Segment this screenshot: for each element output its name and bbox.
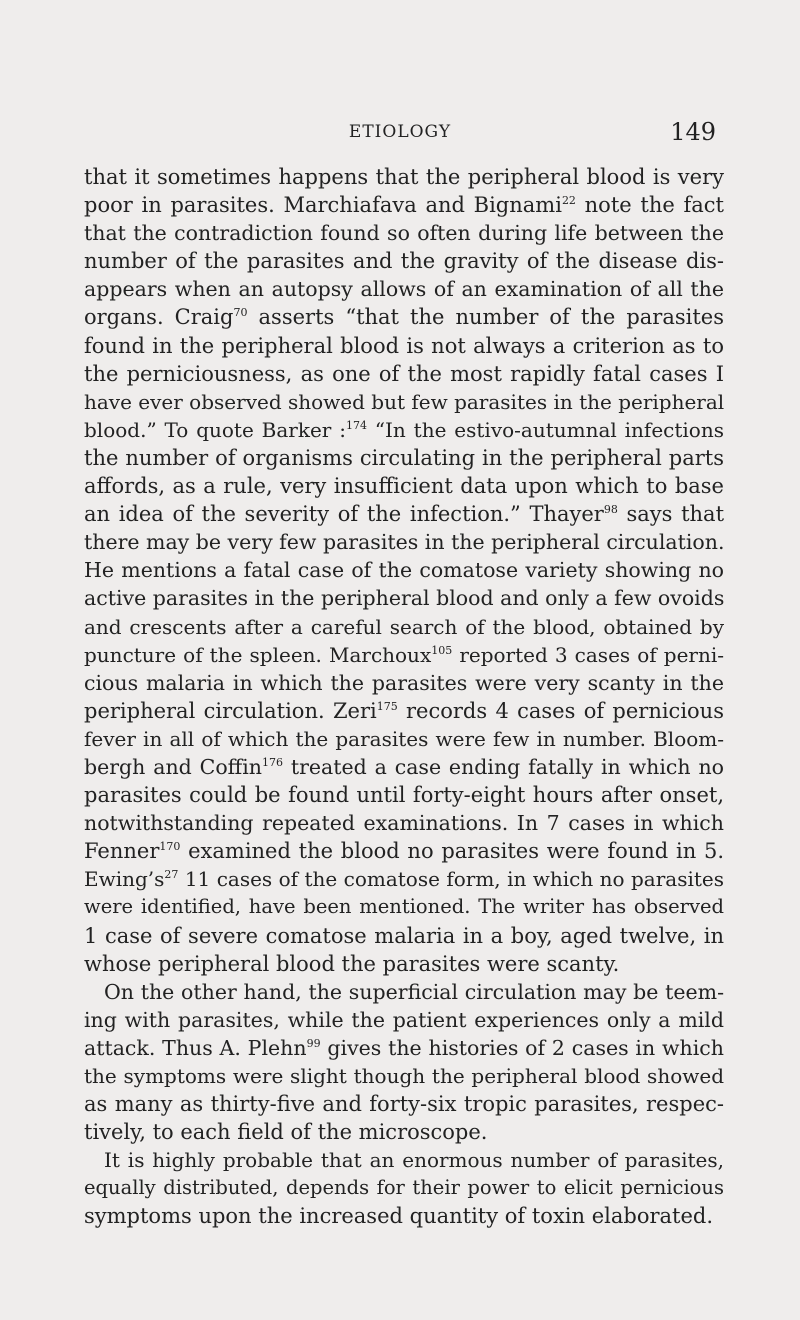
text-line: appears when an autopsy allows of an examination of all the bbox=[84, 277, 724, 302]
text-line: the symptoms were slight though the peripheral blood showed bbox=[84, 1064, 724, 1088]
citation-superscript: 27 bbox=[164, 868, 179, 882]
citation-superscript: 175 bbox=[376, 699, 398, 713]
text-line: On the other hand, the superficial circulation may be teem- bbox=[104, 979, 724, 1004]
text-line: an idea of the severity of the infection.” Thayer$^{98}$ says that bbox=[84, 502, 725, 527]
citation-superscript: 98 bbox=[603, 503, 618, 517]
text-line: the perniciousness, as one of the most rapidly fatal cases I bbox=[84, 361, 724, 386]
citation-superscript: 105 bbox=[431, 643, 453, 657]
text-line: parasites could be found until forty-eight hours after onset, bbox=[84, 783, 724, 808]
text-line: have ever observed showed but few parasites in the peripheral bbox=[84, 389, 725, 414]
text-line: whose peripheral blood the parasites were scanty. bbox=[84, 951, 620, 976]
text-line: affords, as a rule, very insufficient data upon which to base bbox=[84, 474, 724, 499]
text-line: the number of organisms circulating in the peripheral parts bbox=[84, 445, 724, 470]
text-line: $Ewing’s^{27}$ 11 cases of the comatose form, in which no parasites bbox=[84, 867, 724, 892]
text-line: tively, to each field of the microscope. bbox=[84, 1120, 488, 1145]
citation-superscript: 170 bbox=[159, 840, 181, 854]
text-line: number of the parasites and the gravity of the disease dis- bbox=[84, 249, 724, 274]
text-line: that it sometimes happens that the peripheral blood is very bbox=[84, 165, 724, 189]
citation-superscript: 70 bbox=[233, 306, 248, 320]
text-line: Fenner$^{170}$ examined the blood no parasites were found in 5. bbox=[84, 839, 724, 864]
text-line: were identified, have been mentioned. The writer has observed bbox=[84, 895, 724, 919]
text-line: that the contradiction found so often during life between the bbox=[84, 221, 724, 246]
body-text bbox=[84, 163, 724, 1231]
page-number: 149 bbox=[670, 118, 716, 146]
text-line: notwithstanding repeated examinations. In 7 cases in which bbox=[84, 811, 724, 836]
text-line: peripheral circulation. Zeri$^{175}$ records 4 cases of pernicious bbox=[84, 698, 724, 723]
running-head bbox=[0, 118, 800, 152]
citation-superscript: 22 bbox=[561, 194, 576, 208]
text-line: fever in all of which the parasites were few in number. Bloom- bbox=[84, 726, 724, 751]
text-line: blood.” To quote Barker :$^{174}$ “In the estivo-autumnal infections bbox=[84, 417, 724, 442]
citation-superscript: 176 bbox=[262, 755, 284, 769]
text-line: It is highly probable that an enormous number of parasites, bbox=[104, 1148, 724, 1173]
text-line: organs. Craig$^{70}$ asserts “that the number of the parasites bbox=[84, 305, 724, 330]
text-line: attack. Thus A. Plehn$^{99}$ gives the histories of 2 cases in which bbox=[84, 1035, 724, 1060]
text-line: poor in parasites. Marchiafava and Bignami$^{22}$ note the fact bbox=[84, 193, 724, 218]
text-line: He mentions a fatal case of the comatose variety showing no bbox=[84, 558, 724, 583]
text-line: active parasites in the peripheral blood and only a few ovoids bbox=[84, 586, 725, 611]
citation-superscript: 174 bbox=[345, 418, 367, 432]
citation-superscript: 99 bbox=[306, 1036, 321, 1050]
text-line: there may be very few parasites in the peripheral circulation. bbox=[84, 530, 725, 555]
text-line: equally distributed, depends for their power to elicit pernicious bbox=[84, 1176, 724, 1200]
text-line: ing with parasites, while the patient experiences only a mild bbox=[84, 1007, 724, 1032]
text-line: 1 case of severe comatose malaria in a boy, aged twelve, in bbox=[84, 923, 724, 948]
text-line: cious malaria in which the parasites were very scanty in the bbox=[84, 670, 724, 695]
text-line: as many as thirty-five and forty-six tropic parasites, respec- bbox=[84, 1092, 724, 1117]
text-line: symptoms upon the increased quantity of toxin elaborated. bbox=[84, 1204, 714, 1229]
text-line: bergh and Coffin$^{176}$ treated a case ending fatally in which no bbox=[84, 754, 724, 779]
text-line: puncture of the spleen. Marchoux$^{105}$ reported 3 cases of perni- bbox=[84, 642, 725, 667]
text-line: found in the peripheral blood is not always a criterion as to bbox=[84, 333, 724, 358]
running-title: ETIOLOGY bbox=[348, 122, 452, 142]
text-line: and crescents after a careful search of the blood, obtained by bbox=[84, 614, 724, 639]
